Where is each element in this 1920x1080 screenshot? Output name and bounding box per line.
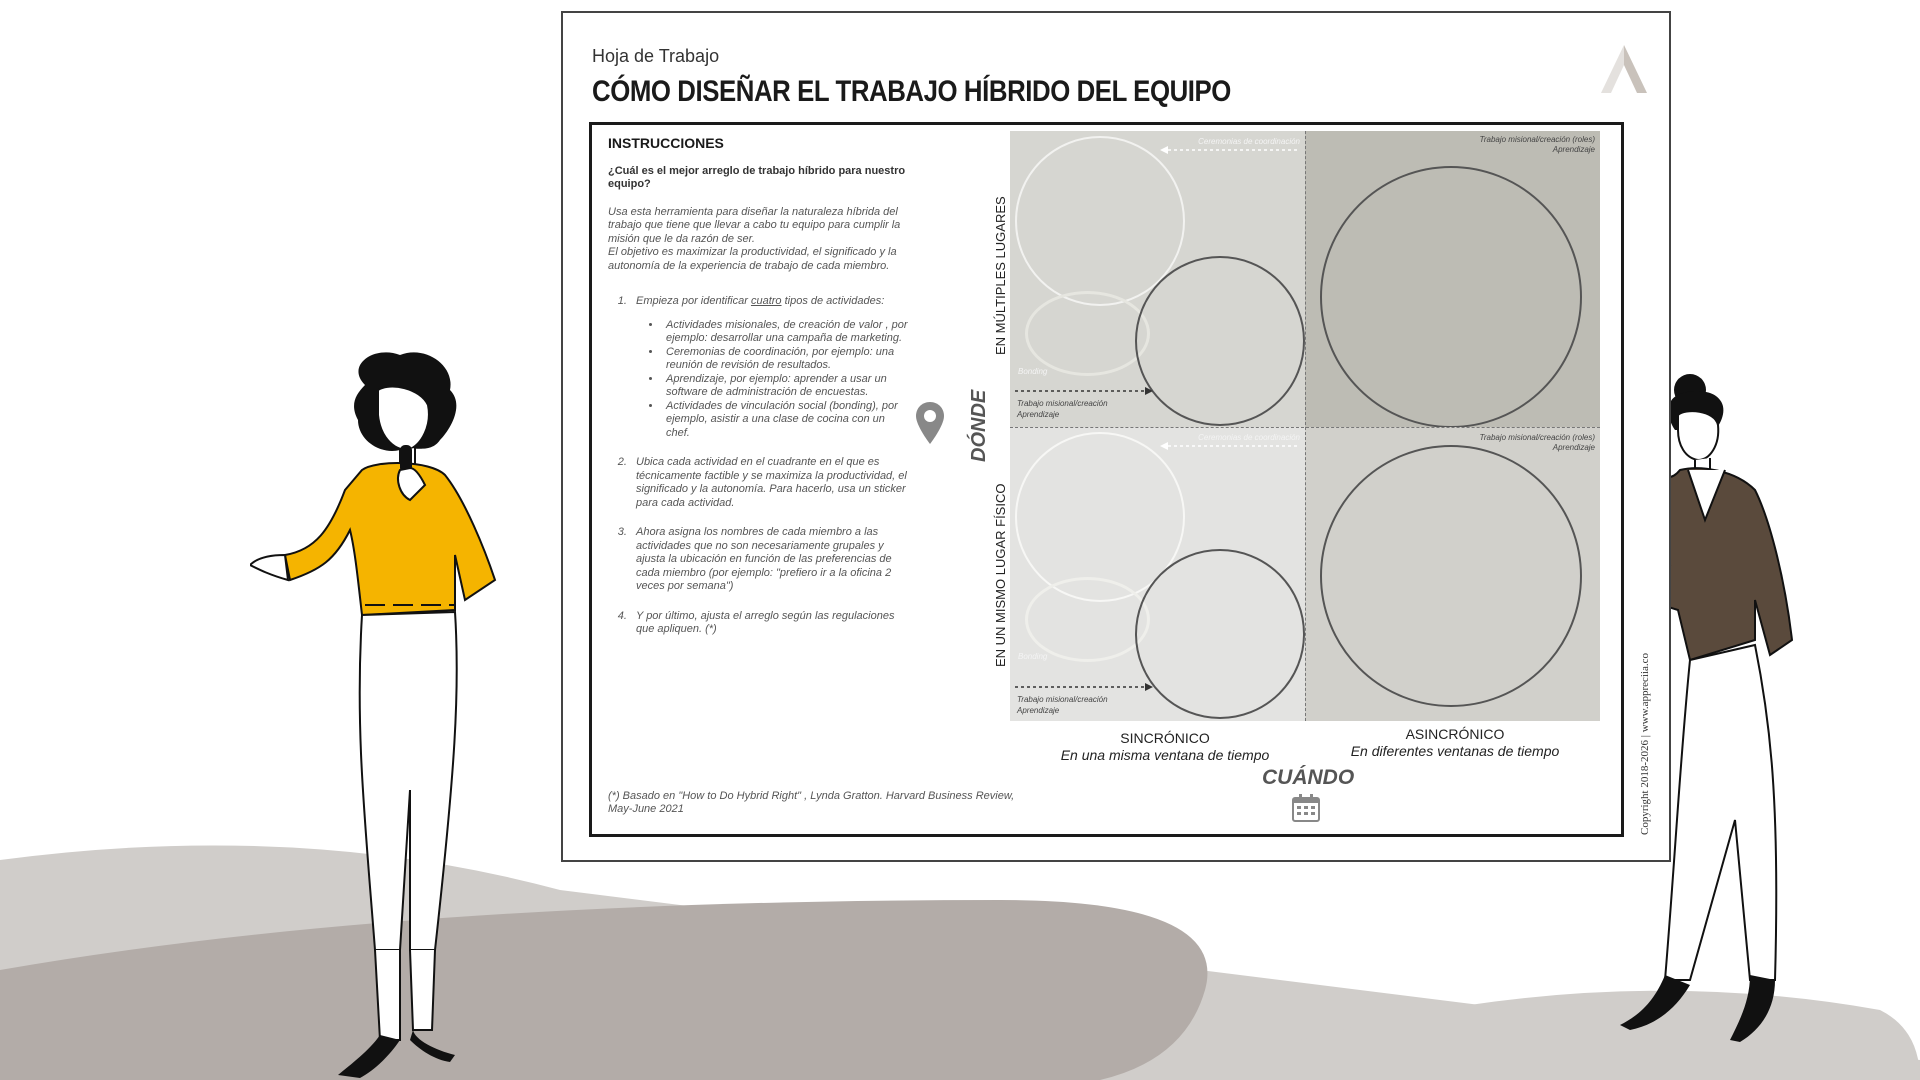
quadrant-grid [1010, 131, 1600, 721]
activity-type-item: • Aprendizaje, por ejemplo: aprender a usar un software de administración de encuestas. [662, 373, 908, 400]
presenter-woman-microphone [250, 350, 540, 1080]
circle-async-mission [1320, 166, 1582, 428]
q1-bonding-label: Bonding [1018, 367, 1048, 376]
footnote: (*) Basado en "How to Do Hybrid Right" , Lynda Gratton. Harvard Business Review, May-June 2021 [608, 790, 1015, 815]
quadrant-sync-same-place [1010, 427, 1305, 721]
y-label-same-place: EN UN MISMO LUGAR FÍSICO [993, 483, 1008, 667]
instructions-panel [608, 137, 908, 653]
logo-icon [1599, 43, 1649, 95]
instructions-question: ¿Cuál es el mejor arreglo de trabajo híbrido para nuestro equipo? [608, 164, 906, 190]
calendar-icon [1291, 793, 1321, 823]
q2-label-1: Trabajo misional/creación (roles) [1479, 135, 1595, 144]
step-1: 1. Empieza por identificar cuatro tipos de actividades: • Actividades misionales, de creación de valor , por ejemplo: desarrollar una campaña de marketing. • Ceremonias de coordinación, por ejemplo: una reunión de revisión de resultados. • Aprendizaje, por ejemplo: aprender a usar un software de administración de encuestas. • Actividades de vinculación social (bonding), por ejemplo, asistir a una clase de cocina con un chef. [630, 295, 908, 440]
sheet-title: CÓMO DISEÑAR EL TRABAJO HÍBRIDO DEL EQUIPO [592, 75, 1231, 108]
q1-bottom-label-2: Aprendizaje [1017, 410, 1060, 419]
q3-arrow-left [1160, 441, 1300, 451]
q1-arrow-right [1015, 386, 1155, 396]
circle-async-mission [1320, 445, 1582, 707]
x-label-async-title: ASINCRÓNICO [1405, 726, 1505, 742]
q3-bonding-label: Bonding [1018, 652, 1048, 661]
activity-type-item: • Ceremonias de coordinación, por ejemplo: una reunión de revisión de resultados. [662, 346, 908, 373]
vertical-divider [1305, 131, 1306, 721]
quadrant-sync-multiple-places [1010, 131, 1305, 427]
circle-mission [1135, 549, 1305, 719]
q2-label-2: Aprendizaje [1552, 145, 1595, 154]
circle-mission [1135, 256, 1305, 426]
q1-arrow-left [1160, 145, 1300, 155]
x-label-async [1340, 726, 1570, 760]
circle-bonding [1025, 577, 1150, 662]
y-label-multiple-places: EN MÚLTIPLES LUGARES [993, 196, 1008, 355]
circle-bonding [1025, 291, 1150, 376]
q4-label-2: Aprendizaje [1552, 443, 1595, 452]
activity-types-list [636, 319, 908, 441]
x-label-async-sub: En diferentes ventanas de tiempo [1350, 743, 1560, 759]
q1-arrow-label: Ceremonias de coordinación [1198, 137, 1300, 146]
x-label-sync-sub: En una misma ventana de tiempo [1060, 747, 1270, 763]
q3-bottom-label-2: Aprendizaje [1017, 706, 1060, 715]
activity-type-item: • Actividades misionales, de creación de valor , por ejemplo: desarrollar una campaña de marketing. [662, 319, 908, 346]
step-3: 3. Ahora asigna los nombres de cada miembro a las actividades que no son necesariamente grupales y ajusta la ubicación en función de las preferencias de cada miembro (por ejemplo: "prefiero ir a la oficina 2 veces por semana") [630, 526, 908, 594]
instructions-steps [608, 295, 908, 637]
q4-label-1: Trabajo misional/creación (roles) [1479, 433, 1595, 442]
q3-arrow-right [1015, 682, 1155, 692]
x-axis-title: CUÁNDO [1262, 766, 1355, 789]
quadrant-async-same-place [1305, 427, 1600, 721]
activity-type-item: • Actividades de vinculación social (bonding), por ejemplo, asistir a una clase de cocina con un chef. [662, 400, 908, 441]
sheet-subtitle: Hoja de Trabajo [592, 46, 720, 66]
quadrant-async-multiple-places [1305, 131, 1600, 427]
instructions-heading: INSTRUCCIONES [608, 135, 724, 151]
x-label-sync [1050, 730, 1280, 764]
horizontal-divider [1010, 427, 1600, 428]
instructions-intro-1: Usa esta herramienta para diseñar la naturaleza híbrida del trabajo que tiene que llevar a cabo tu equipo para cumplir la misión que le da razón de ser. [608, 205, 901, 245]
location-pin-icon [914, 400, 946, 446]
step-4: 4. Y por último, ajusta el arreglo según las regulaciones que apliquen. (*) [630, 610, 908, 637]
y-axis-title: DÓNDE [968, 389, 990, 462]
x-label-sync-title: SINCRÓNICO [1120, 730, 1210, 746]
step-2: 2. Ubica cada actividad en el cuadrante en el que es técnicamente factible y se maximiza la productividad, el significado y la autonomía. Para hacerlo, usa un sticker para cada actividad. [630, 456, 908, 510]
q3-arrow-label: Ceremonias de coordinación [1198, 433, 1300, 442]
q1-bottom-label-1: Trabajo misional/creación [1017, 399, 1108, 408]
instructions-intro-2: El objetivo es maximizar la productividad, el significado y la autonomía de la experiencia de trabajo de cada miembro. [608, 246, 897, 272]
copyright-text: Copyright 2018-2026 | www.appreciia.co [1639, 652, 1651, 835]
q3-bottom-label-1: Trabajo misional/creación [1017, 695, 1108, 704]
